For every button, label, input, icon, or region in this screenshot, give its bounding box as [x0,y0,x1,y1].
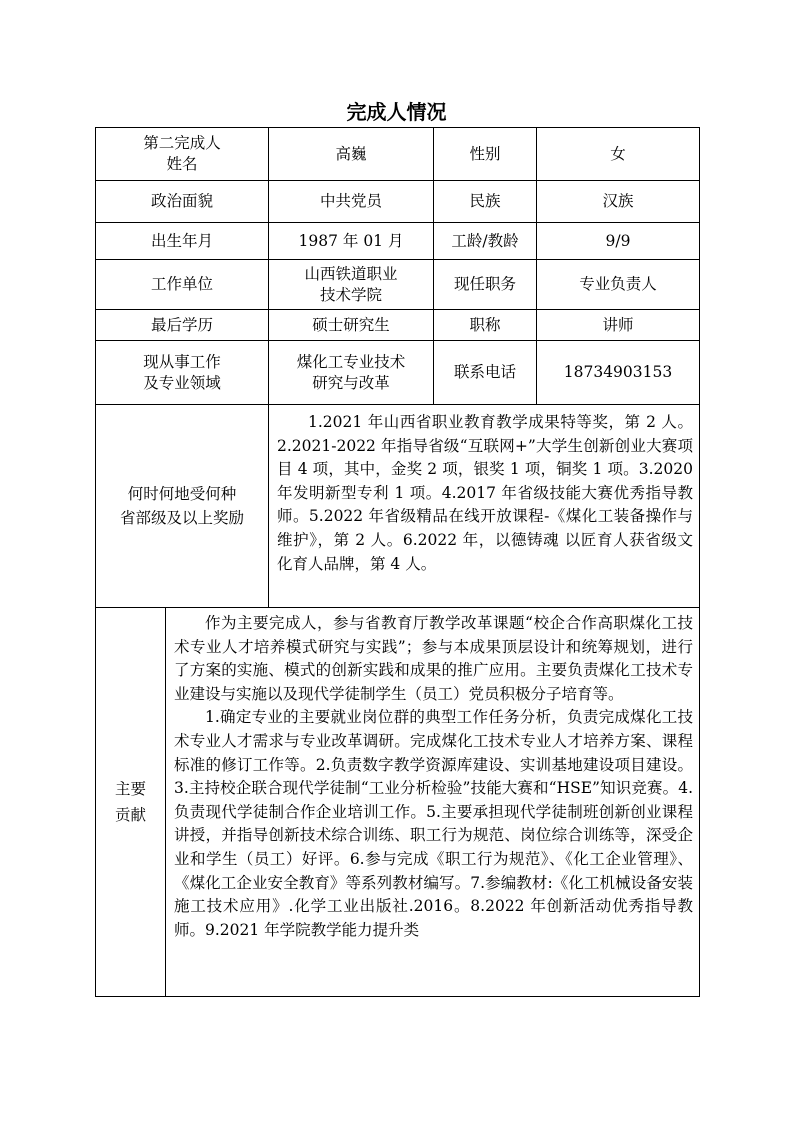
contribution-paragraph: 1.确定专业的主要就业岗位群的典型工作任务分析，负责完成煤化工技术专业人才需求与专业改革调研。完成煤化工技术专业人才培养方案、课程标准的修订工作等。2.负责数字教学资源库建设、实训基地建设项目建设。3.主持校企联合现代学徒制“工业分析检验”技能大赛和“HSE”知识竞赛。4.负责现代学徒制合作企业培训工作。5.主要承担现代学徒制班创新创业课程讲授，并指导创新技术综合训练、职工行为规范、岗位综合训练等，深受企业和学生（员工）好评。6.参与完成《职工行为规范》、《化工企业管理》、《煤化工企业安全教育》等系列教材编写。7.参编教材:《化工机械设备安装施工技术应用》.化学工业出版社.2016。8.2022 年创新活动优秀指导教师。9.2021 年学院教学能力提升类 [174,708,693,939]
position-label: 现任职务 [434,260,537,309]
info-table [95,127,700,997]
ethnicity-label: 民族 [434,181,537,222]
contribution-label: 主要 贡献 [96,608,166,996]
title-label: 职称 [434,310,537,340]
political-label: 政治面貌 [96,181,269,222]
birth-value: 1987 年 01 月 [269,223,434,259]
contribution-content [166,608,699,996]
table-row [96,608,699,996]
table-row [96,181,699,223]
table-row [96,341,699,405]
political-value: 中共党员 [269,181,434,222]
name-value: 高巍 [269,128,434,180]
gender-label: 性别 [434,128,537,180]
birth-label: 出生年月 [96,223,269,259]
phone-label: 联系电话 [434,341,537,404]
unit-label: 工作单位 [96,260,269,309]
table-row [96,223,699,260]
education-label: 最后学历 [96,310,269,340]
education-value: 硕士研究生 [269,310,434,340]
awards-text: 1.2021 年山西省职业教育教学成果特等奖，第 2 人。2.2021-2022 年指导省级“互联网+”大学生创新创业大赛项目 4 项，其中，金奖 2 项，银奖 1 项，铜奖 1 项。3.2020 年发明新型专利 1 项。4.2017 年省级技能大赛优秀指导教师。5.2022 年省级精品在线开放课程-《煤化工装备操作与维护》，第 2 人。6.2022 年，以德铸魂 以匠育人获省级文化育人品牌，第 4 人。 [277,413,693,573]
seniority-label: 工龄/教龄 [434,223,537,259]
table-row [96,405,699,608]
gender-value: 女 [610,144,626,163]
table-row [96,310,699,341]
page-title: 完成人情况 [346,100,447,124]
field-label: 现从事工作 及专业领域 [96,341,269,404]
name-label: 第二完成人 姓名 [96,128,269,180]
awards-content [269,405,699,607]
seniority-value: 9/9 [605,231,631,250]
contribution-paragraph: 作为主要完成人，参与省教育厅教学改革课题“校企合作高职煤化工技术专业人才培养模式研究与实践”；参与本成果顶层设计和统筹规划，进行了方案的实施、模式的创新实践和成果的推广应用。主要负责煤化工技术专业建设与实施以及现代学徒制学生（员工）党员积极分子培育等。 [174,614,693,703]
field-value: 煤化工专业技术 研究与改革 [269,341,434,404]
ethnicity-value: 汉族 [602,192,634,210]
title-value: 讲师 [602,315,634,334]
table-row [96,128,699,181]
awards-label: 何时何地受何种 省部级及以上奖励 [96,405,269,607]
position-value: 专业负责人 [579,275,657,293]
table-row [96,260,699,310]
unit-value: 山西铁道职业 技术学院 [269,260,434,309]
phone-value: 18734903153 [563,363,673,381]
